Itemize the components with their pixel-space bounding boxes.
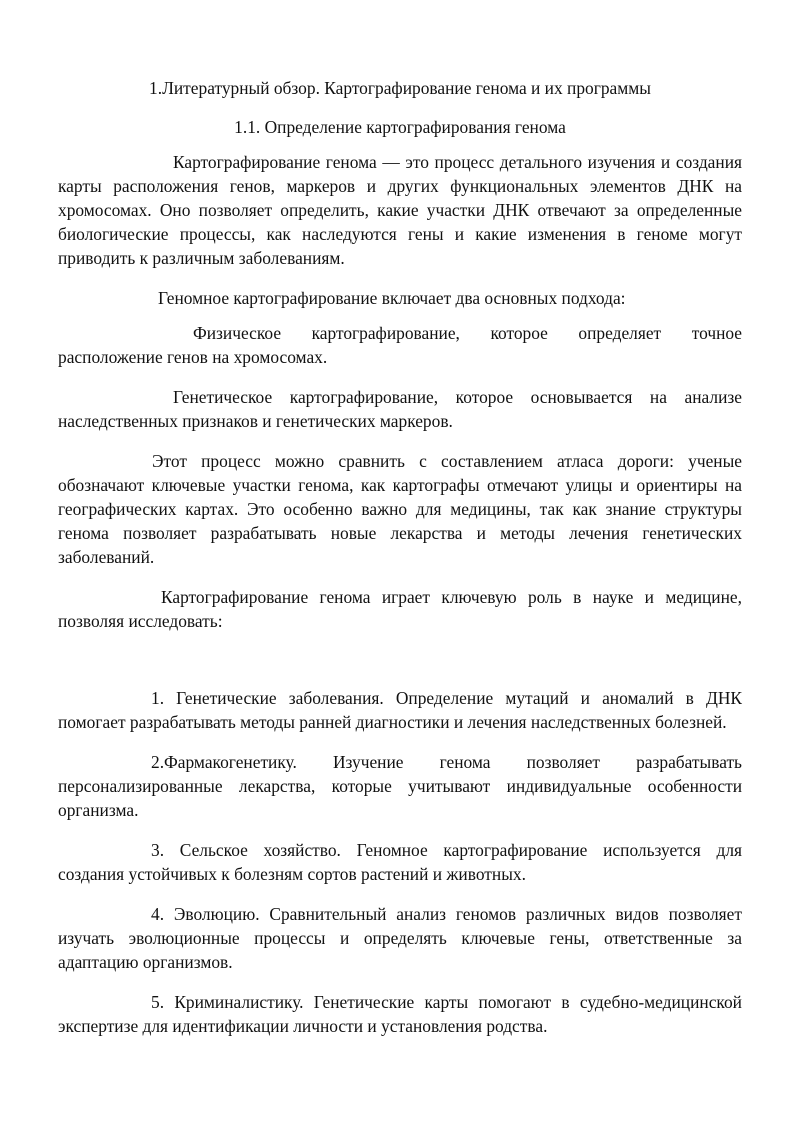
list-item: 2.Фармакогенетику. Изучение генома позволяет разрабатывать персонализированные лекарства, которые учитывают индивидуальные особенности организма.: [58, 752, 742, 820]
section-heading: 1.Литературный обзор. Картографирование генома и их программы: [149, 78, 651, 98]
list-item: 3. Сельское хозяйство. Геномное картографирование используется для создания устойчивых к болезням сортов растений и животных.: [58, 840, 742, 884]
list-item: 4. Эволюцию. Сравнительный анализ геномов различных видов позволяет изучать эволюционные процессы и определять ключевые гены, ответственные за адаптацию организмов.: [58, 904, 742, 972]
paragraph-atlas-analogy: Этот процесс можно сравнить с составлением атласа дороги: ученые обозначают ключевые участки генома, как картографы отмечают улицы и ориентиры на географических картах. Это особенно важно для медицины, так как знание структуры генома позволяет разрабатывать новые лекарства и методы лечения генетических заболеваний.: [58, 451, 742, 567]
list-item: 1. Генетические заболевания. Определение мутаций и аномалий в ДНК помогает разрабатывать методы ранней диагностики и лечения наследственных болезней.: [58, 688, 742, 732]
paragraph-approaches-intro: Геномное картографирование включает два основных подхода:: [158, 288, 626, 308]
paragraph-physical-mapping: Физическое картографирование, которое определяет точное расположение генов на хромосомах.: [58, 323, 742, 367]
subsection-heading: 1.1. Определение картографирования генома: [234, 117, 566, 137]
paragraph-definition: Картографирование генома — это процесс детального изучения и создания карты расположения генов, маркеров и других функциональных элементов ДНК на хромосомах. Оно позволяет определить, какие участки ДНК отвечают за определенные биологические процессы, как наследуются гены и какие изменения в геноме могут приводить к различным заболеваниям.: [58, 152, 742, 268]
document-body: [58, 76, 742, 1038]
list-item: 5. Криминалистику. Генетические карты помогают в судебно-медицинской экспертизе для идентификации личности и установления родства.: [58, 992, 742, 1036]
paragraph-genetic-mapping: Генетическое картографирование, которое основывается на анализе наследственных признаков и генетических маркеров.: [58, 387, 742, 431]
paragraph-key-role: Картографирование генома играет ключевую роль в науке и медицине, позволяя исследовать:: [58, 587, 742, 631]
